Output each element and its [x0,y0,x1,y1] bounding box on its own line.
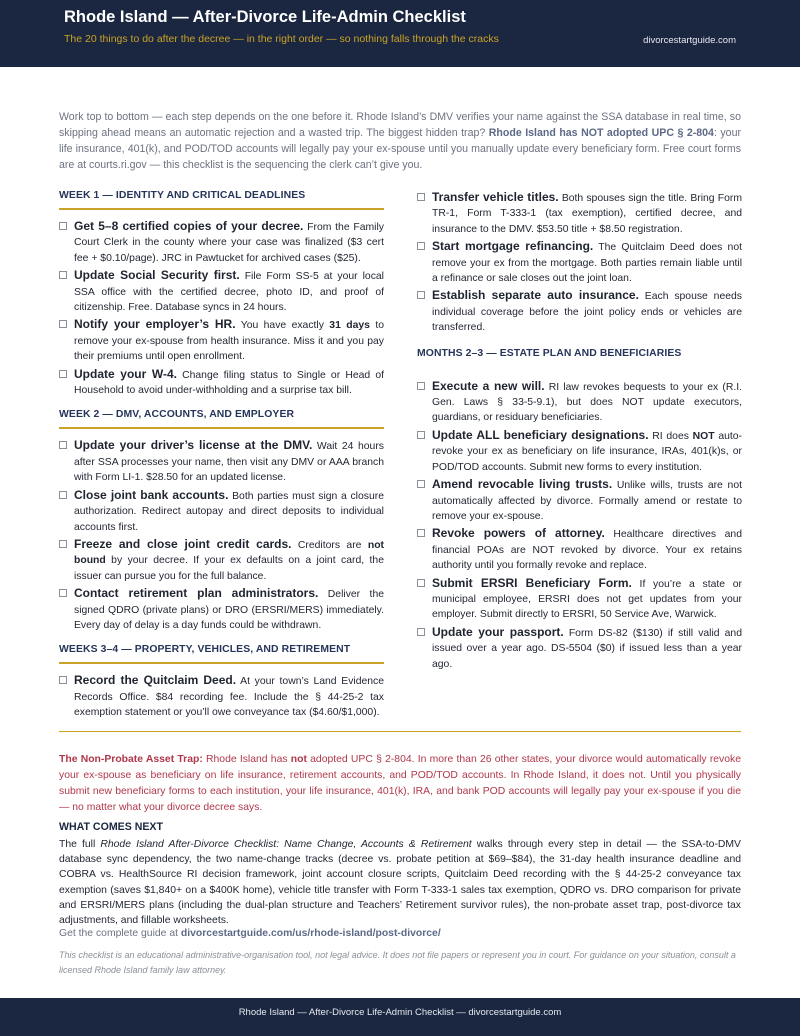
item-body: If you’re a state or municipal employee, ERSRI does not get updates from your employer. Submit directly to ERSRI, 50 Service Ave, Warwick. [432,578,742,621]
get-guide-prefix: Get the complete guide at [59,928,181,939]
checkbox[interactable] [59,676,67,684]
item-emphasis: NOT [692,430,715,442]
checkbox[interactable] [417,242,425,250]
intro-text-continued: : your life insurance, 401(k), and POD/TOD accounts will legally pay your ex-spouse until you manually update every beneficiary form. Free court forms are at courts.ri.gov — this checklist is the sequencing the clerk can’t give you. [59,127,741,171]
item-title: Submit ERSRI Beneficiary Form. [432,575,632,590]
item-title: Revoke powers of attorney. [432,526,605,541]
checkbox[interactable] [417,480,425,488]
item-body: From the Family Court Clerk in the county where your case was finalized ($3 cert fee + $0.10/page). JRC in Pawtucket for archived cases ($25). [74,222,384,264]
item-emphasis: not bound [74,539,384,567]
checklist-item [417,477,742,524]
checklist-item [417,288,742,335]
item-body: Wait 24 hours after SSA processes your name, then visit any DMV or AAA branch with Form LI-1. $28.50 for an updated license. [74,441,384,484]
checkbox[interactable] [417,529,425,537]
right-column [417,190,742,674]
item-body-continued: to remove your ex-spouse from health insurance. Miss it and you pay their premiums until open enrollment. [74,320,384,363]
item-title: Amend revocable living trusts. [432,477,613,492]
guide-title: Rhode Island After-Divorce Checklist: Name Change, Accounts & Retirement [100,839,472,850]
intro-highlight: Rhode Island has NOT adopted UPC § 2-804 [488,127,714,139]
item-body: RI law revokes bequests to your ex (R.I. Gen. Laws § 33-5-9.1), but does NOT update executors, guardians, or residuary beneficiaries. [432,381,742,424]
checkbox[interactable] [417,382,425,390]
checkbox[interactable] [59,589,67,597]
what-next-paragraph [59,837,741,928]
item-title: Freeze and close joint credit cards. [74,536,292,551]
section-heading-week1: WEEK 1 — IDENTITY AND CRITICAL DEADLINES [59,190,384,210]
item-body: Change filing status to Single or Head of Household to avoid under-withholding and a surprise tax bill. [74,369,384,397]
checkbox[interactable] [417,193,425,201]
checkbox[interactable] [417,579,425,587]
item-body: Deliver the signed QDRO (private plans) or DRO (ERSRI/MERS) immediately. Every day of delay is a day funds could be withdrawn. [74,589,384,631]
left-column [59,190,384,723]
checkbox[interactable] [59,222,67,230]
checklist-item [417,526,742,573]
item-title: Record the Quitclaim Deed. [74,673,237,688]
guide-link[interactable]: divorcestartguide.com/us/rhode-island/post-divorce/ [180,928,441,939]
checklist-item [59,537,384,584]
checklist-item [59,438,384,485]
intro-text: Work top to bottom — each step depends on the one before it. Rhode Island’s DMV verifies your name against the SSA database in real time, so skipping ahead means an automatic rejection and a wasted trip. The biggest hidden trap? [59,111,741,139]
item-body-continued: auto-revoke your ex as beneficiary on life insurance, IRAs, 401(k)s, or POD/TOD accounts. Submit new forms to every institution. [432,430,742,473]
trap-callout [59,752,741,816]
item-body-continued: by your decree. If your ex defaults on a joint card, the issuer can pursue you for the full balance. [74,555,384,582]
item-title: Transfer vehicle titles. [432,190,559,204]
item-emphasis: 31 days [329,320,370,332]
disclaimer: This checklist is an educational administrative-organisation tool, not legal advice. It does not file papers or represent you in court. For guidance on your situation, consult a licensed Rhode Island family law attorney. [59,950,736,975]
item-title: Update ALL beneficiary designations. [432,427,649,442]
item-title: Get 5–8 certified copies of your decree. [74,219,304,233]
what-next-text-continued: walks through every step in detail — the SSA-to-DMV database sync dependency, the two name-change tracks (decree vs. probate petition at $69–$84), the 31-day health insurance deadline and COBRA vs. HealthSource RI decision framework, joint account closure scripts, Quitclaim Deed recording with the § 44-25-2 conveyance tax exemption (saves $1,840+ on a $400K home), vehicle title transfer with Form T-333-1 sales tax exemption, QDRO vs. DRO comparison for private and ERSRI/MERS plans (including the dual-plan structure and Teachers’ Retirement survivor rules), the non-probate asset trap, post-divorce tax adjustments, and fillable worksheets. [59,839,741,927]
checklist-item [417,428,742,475]
item-title: Notify your employer’s HR. [74,317,236,332]
item-body: Healthcare directives and financial POAs are NOT revoked by divorce. Your ex retains authority until you formally revoke and replace. [432,529,742,572]
item-body: Both spouses sign the title. Bring Form TR-1, Form T-333-1 (tax exemption), certified decree, and insurance to the DMV. $53.50 title + $8.50 registration. [432,193,742,235]
checkbox[interactable] [417,431,425,439]
section-divider [59,731,741,732]
section-heading-week2: WEEK 2 — DMV, ACCOUNTS, AND EMPLOYER [59,409,384,429]
what-next-heading: WHAT COMES NEXT [59,821,163,833]
page-title: Rhode Island — After-Divorce Life-Admin Checklist [64,8,466,26]
item-body: Creditors are [291,539,368,551]
page-subtitle: The 20 things to do after the decree — in the right order — so nothing falls through the cracks [64,33,499,45]
item-body: File Form SS-5 at your local SSA office with the certified decree, photo ID, and proof of citizenship. Free. Database syncs in 24 hours. [74,271,384,314]
item-body: Unlike wills, trusts are not automatically affected by divorce. Formally amend or restate to remove your ex-spouse. [432,480,742,522]
intro-paragraph [59,109,741,173]
checklist-item [59,268,384,315]
site-name: divorcestartguide.com [643,35,736,46]
item-title: Contact retirement plan administrators. [74,586,319,601]
checklist-item [59,488,384,535]
page-header [0,0,800,67]
checklist-item [417,625,742,672]
item-body: At your town’s Land Evidence Records Office. $84 recording fee. Include the § 44-25-2 tax exemption statement or you’ll owe conveyance tax ($4.60/$1,000). [74,676,385,719]
item-title: Establish separate auto insurance. [432,288,639,303]
checklist-item [417,379,742,426]
footer-text: Rhode Island — After-Divorce Life-Admin Checklist — divorcestartguide.com [238,1007,562,1018]
item-title: Execute a new will. [432,378,545,393]
get-guide-line [59,928,441,939]
item-title: Close joint bank accounts. [74,487,229,502]
item-title: Start mortgage refinancing. [432,239,594,254]
checkbox[interactable] [417,291,425,299]
section-heading-months23: MONTHS 2–3 — ESTATE PLAN AND BENEFICIARIES [417,347,682,359]
checkbox[interactable] [417,628,425,636]
checklist-item [59,673,384,720]
item-body: Form DS-82 ($130) if still valid and issued over a year ago. DS-5504 ($0) if issued less than a year ago. [432,627,742,670]
what-next-text: The full [59,839,101,850]
checkbox[interactable] [59,441,67,449]
checkbox[interactable] [59,491,67,499]
checklist-item [59,367,384,399]
checklist-item [417,576,742,623]
trap-label: The Non-Probate Asset Trap: [59,754,203,765]
section-heading-weeks34: WEEKS 3–4 — PROPERTY, VEHICLES, AND RETIREMENT [59,644,384,664]
trap-emphasis: not [290,754,307,765]
checklist-item [417,190,742,237]
item-body: Both parties must sign a closure authorization. Redirect autopay and direct deposits to individual accounts first. [74,490,384,533]
checklist-item [59,586,384,633]
checkbox[interactable] [59,370,67,378]
item-title: Update your W-4. [74,366,177,381]
trap-text-continued: adopted UPC § 2-804. In more than 26 other states, your divorce would automatically revoke your ex-spouse as beneficiary on life insurance, retirement accounts, and POD/TOD accounts. In Rhode Island, it does not. Until you physically submit new beneficiary forms to each institution, your life insurance, 401(k), IRA, and bank POD accounts will legally pay your ex-spouse if you die — no matter what your divorce decree says. [59,754,742,813]
item-title: Update Social Security first. [74,268,240,283]
trap-text: Rhode Island has [202,754,291,765]
item-body: The Quitclaim Deed does not remove your ex from the mortgage. Both parties remain liable until a refinance or sale closes out the joint loan. [432,242,742,285]
item-body: RI does [648,430,693,442]
checkbox[interactable] [59,320,67,328]
item-body: You have exactly [235,320,330,332]
checklist-item [417,239,742,286]
checklist-item [59,219,384,266]
checkbox[interactable] [59,540,67,548]
checkbox[interactable] [59,271,67,279]
item-title: Update your driver’s license at the DMV. [74,438,313,453]
item-title: Update your passport. [432,624,564,639]
page-footer [0,998,800,1036]
item-body: Each spouse needs individual coverage before the joint policy ends or vehicles are transferred. [432,291,742,334]
checklist-item [59,317,384,364]
